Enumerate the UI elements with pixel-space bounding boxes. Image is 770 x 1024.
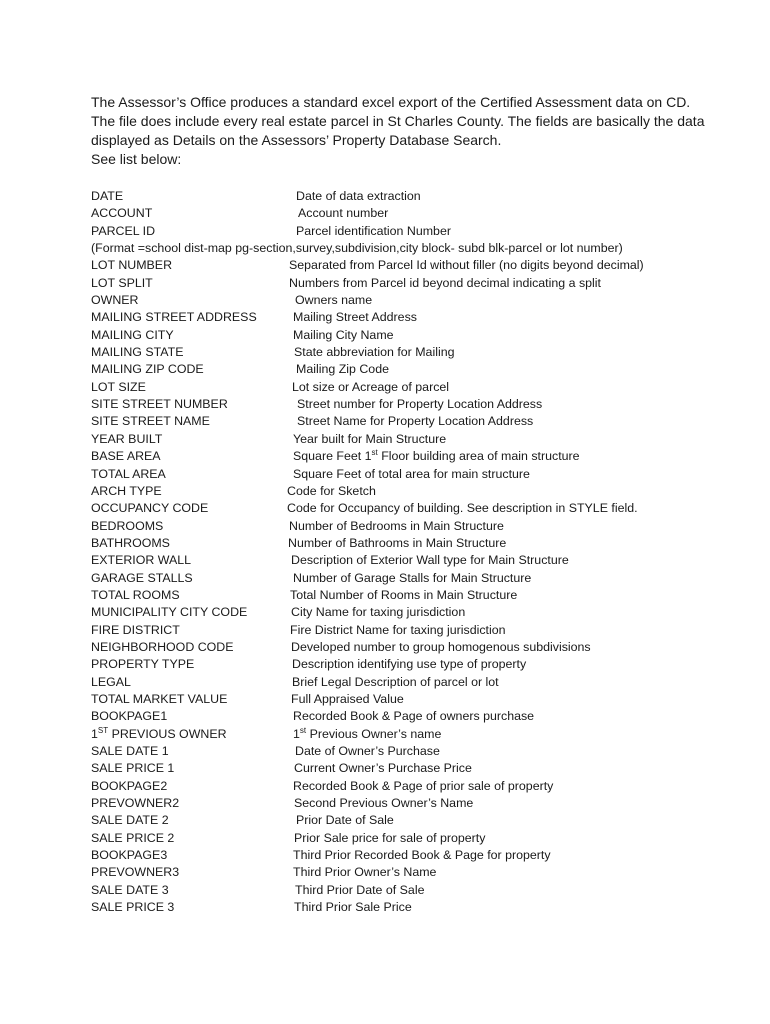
field-row	[91, 726, 751, 743]
field-description: Prior Sale price for sale of property	[294, 830, 486, 845]
field-row	[91, 691, 751, 708]
field-description: Parcel identification Number	[296, 223, 451, 238]
field-description: State abbreviation for Mailing	[294, 345, 455, 360]
field-row	[91, 535, 751, 552]
field-description: Year built for Main Structure	[293, 431, 447, 446]
field-name: PREVOWNER3	[91, 865, 180, 880]
field-description: Account number	[298, 206, 389, 221]
field-name: TOTAL ROOMS	[91, 587, 180, 602]
field-name: TOTAL AREA	[91, 466, 166, 481]
field-description: Developed number to group homogenous subdivisions	[291, 639, 591, 654]
field-row	[91, 674, 751, 691]
field-description: Owners name	[295, 293, 373, 308]
field-row	[91, 830, 751, 847]
field-name: DATE	[91, 189, 124, 203]
field-description: Description identifying use type of property	[292, 657, 527, 672]
field-row	[91, 778, 751, 795]
field-name: SALE DATE 3	[91, 882, 169, 897]
field-description: Third Prior Recorded Book & Page for property	[293, 848, 551, 863]
field-name: OWNER	[91, 293, 139, 308]
field-row	[91, 570, 751, 587]
field-description: Lot size or Acreage of parcel	[292, 379, 450, 394]
field-name: BOOKPAGE2	[91, 778, 168, 793]
field-description: Numbers from Parcel id beyond decimal indicating a split	[289, 275, 601, 290]
field-row	[91, 223, 751, 240]
field-name: OCCUPANCY CODE	[91, 501, 209, 516]
field-name: SALE PRICE 1	[91, 761, 175, 776]
field-name: BOOKPAGE3	[91, 848, 168, 863]
field-name: SALE DATE 2	[91, 813, 169, 828]
field-row	[91, 604, 751, 621]
field-name: MAILING STREET ADDRESS	[91, 310, 257, 325]
field-name: (Format =school dist-map pg-section,survey,subdivision,city block- subd blk-parcel or lot number)	[91, 241, 623, 256]
field-description: Date of data extraction	[296, 189, 421, 203]
field-description: Mailing Street Address	[293, 310, 417, 325]
field-name: MAILING STATE	[91, 345, 184, 360]
field-name: LOT SPLIT	[91, 275, 153, 290]
field-row	[91, 899, 751, 916]
field-name: MAILING CITY	[91, 327, 174, 342]
field-description: Fire District Name for taxing jurisdiction	[290, 622, 506, 637]
field-description: Code for Sketch	[287, 483, 376, 498]
field-row	[91, 431, 751, 448]
field-name: SITE STREET NUMBER	[91, 397, 228, 412]
field-row	[91, 760, 751, 777]
field-description: Recorded Book & Page of prior sale of property	[293, 778, 554, 793]
field-row	[91, 396, 751, 413]
field-description: Mailing City Name	[293, 327, 394, 342]
field-row	[91, 622, 751, 639]
field-row	[91, 240, 751, 257]
field-name: YEAR BUILT	[91, 431, 163, 446]
field-name: LEGAL	[91, 674, 131, 689]
field-name: ACCOUNT	[91, 206, 153, 221]
field-name: TOTAL MARKET VALUE	[91, 691, 228, 706]
field-description: City Name for taxing jurisdiction	[291, 605, 466, 620]
field-name: PARCEL ID	[91, 223, 156, 238]
field-row	[91, 327, 751, 344]
field-row	[91, 448, 751, 465]
field-description: Third Prior Owner’s Name	[293, 865, 437, 880]
field-description: Number of Bathrooms in Main Structure	[288, 535, 507, 550]
field-name: LOT SIZE	[91, 379, 146, 394]
field-name: EXTERIOR WALL	[91, 553, 192, 568]
field-row	[91, 205, 751, 222]
field-description: Total Number of Rooms in Main Structure	[290, 587, 518, 602]
field-row	[91, 882, 751, 899]
field-description: Date of Owner’s Purchase	[295, 744, 440, 758]
field-row	[91, 466, 751, 483]
field-name: GARAGE STALLS	[91, 570, 193, 585]
field-row	[91, 379, 751, 396]
field-row	[91, 344, 751, 361]
field-row	[91, 639, 751, 656]
field-description: Square Feet of total area for main structure	[293, 466, 530, 481]
field-description: Second Previous Owner’s Name	[294, 796, 474, 811]
field-description: 1st Previous Owner’s name	[293, 725, 442, 741]
field-row	[91, 483, 751, 500]
field-name: BEDROOMS	[91, 518, 164, 533]
field-row	[91, 864, 751, 881]
field-name: PREVOWNER2	[91, 796, 180, 811]
field-row	[91, 743, 751, 760]
field-description: Mailing Zip Code	[296, 362, 389, 377]
field-description: Prior Date of Sale	[296, 813, 394, 828]
field-description: Current Owner’s Purchase Price	[294, 761, 472, 776]
field-row	[91, 257, 751, 274]
field-name: MUNICIPALITY CITY CODE	[91, 605, 248, 620]
field-row	[91, 518, 751, 535]
field-row	[91, 587, 751, 604]
field-description: Code for Occupancy of building. See description in STYLE field.	[287, 501, 638, 516]
field-row	[91, 188, 751, 205]
intro-section	[91, 93, 711, 169]
field-description: Brief Legal Description of parcel or lot	[292, 674, 499, 689]
see-list-line: See list below:	[91, 151, 182, 167]
field-name: NEIGHBORHOOD CODE	[91, 639, 234, 654]
field-name: MAILING ZIP CODE	[91, 362, 204, 377]
field-row	[91, 812, 751, 829]
field-name: SALE DATE 1	[91, 744, 169, 758]
field-row	[91, 309, 751, 326]
field-row	[91, 413, 751, 430]
field-row	[91, 795, 751, 812]
field-row	[91, 361, 751, 378]
field-row	[91, 847, 751, 864]
intro-paragraph: The Assessor’s Office produces a standard excel export of the Certified Assessment data on CD. The file does include every real estate parcel in St Charles County. The fields are basically the data displayed as Details on the Assessors’ Property Database Search.	[91, 94, 705, 148]
field-name: BATHROOMS	[91, 535, 170, 550]
field-description: Recorded Book & Page of owners purchase	[293, 709, 535, 724]
field-description: Full Appraised Value	[291, 691, 404, 706]
field-description: Street number for Property Location Address	[297, 397, 543, 412]
field-list	[91, 188, 751, 916]
field-row	[91, 552, 751, 569]
field-description: Separated from Parcel Id without filler (no digits beyond decimal)	[289, 258, 644, 273]
field-name: FIRE DISTRICT	[91, 622, 180, 637]
field-description: Square Feet 1st Floor building area of main structure	[293, 448, 580, 464]
field-name: PROPERTY TYPE	[91, 657, 195, 672]
field-description: Third Prior Date of Sale	[295, 882, 425, 897]
field-name: SALE PRICE 2	[91, 830, 175, 845]
field-name: LOT NUMBER	[91, 258, 173, 273]
field-name: BOOKPAGE1	[91, 709, 168, 724]
field-name: SALE PRICE 3	[91, 900, 175, 915]
field-row	[91, 275, 751, 292]
field-description: Third Prior Sale Price	[294, 900, 412, 915]
field-description: Description of Exterior Wall type for Main Structure	[291, 553, 569, 568]
field-description: Number of Bedrooms in Main Structure	[289, 518, 504, 533]
field-row	[91, 708, 751, 725]
field-name: SITE STREET NAME	[91, 414, 210, 429]
field-description: Number of Garage Stalls for Main Structure	[293, 570, 532, 585]
field-row	[91, 500, 751, 517]
field-row	[91, 656, 751, 673]
field-description: Street Name for Property Location Address	[297, 414, 534, 429]
field-row	[91, 292, 751, 309]
field-name: BASE AREA	[91, 449, 161, 464]
field-name: 1ST PREVIOUS OWNER	[91, 725, 227, 741]
field-name: ARCH TYPE	[91, 483, 162, 498]
